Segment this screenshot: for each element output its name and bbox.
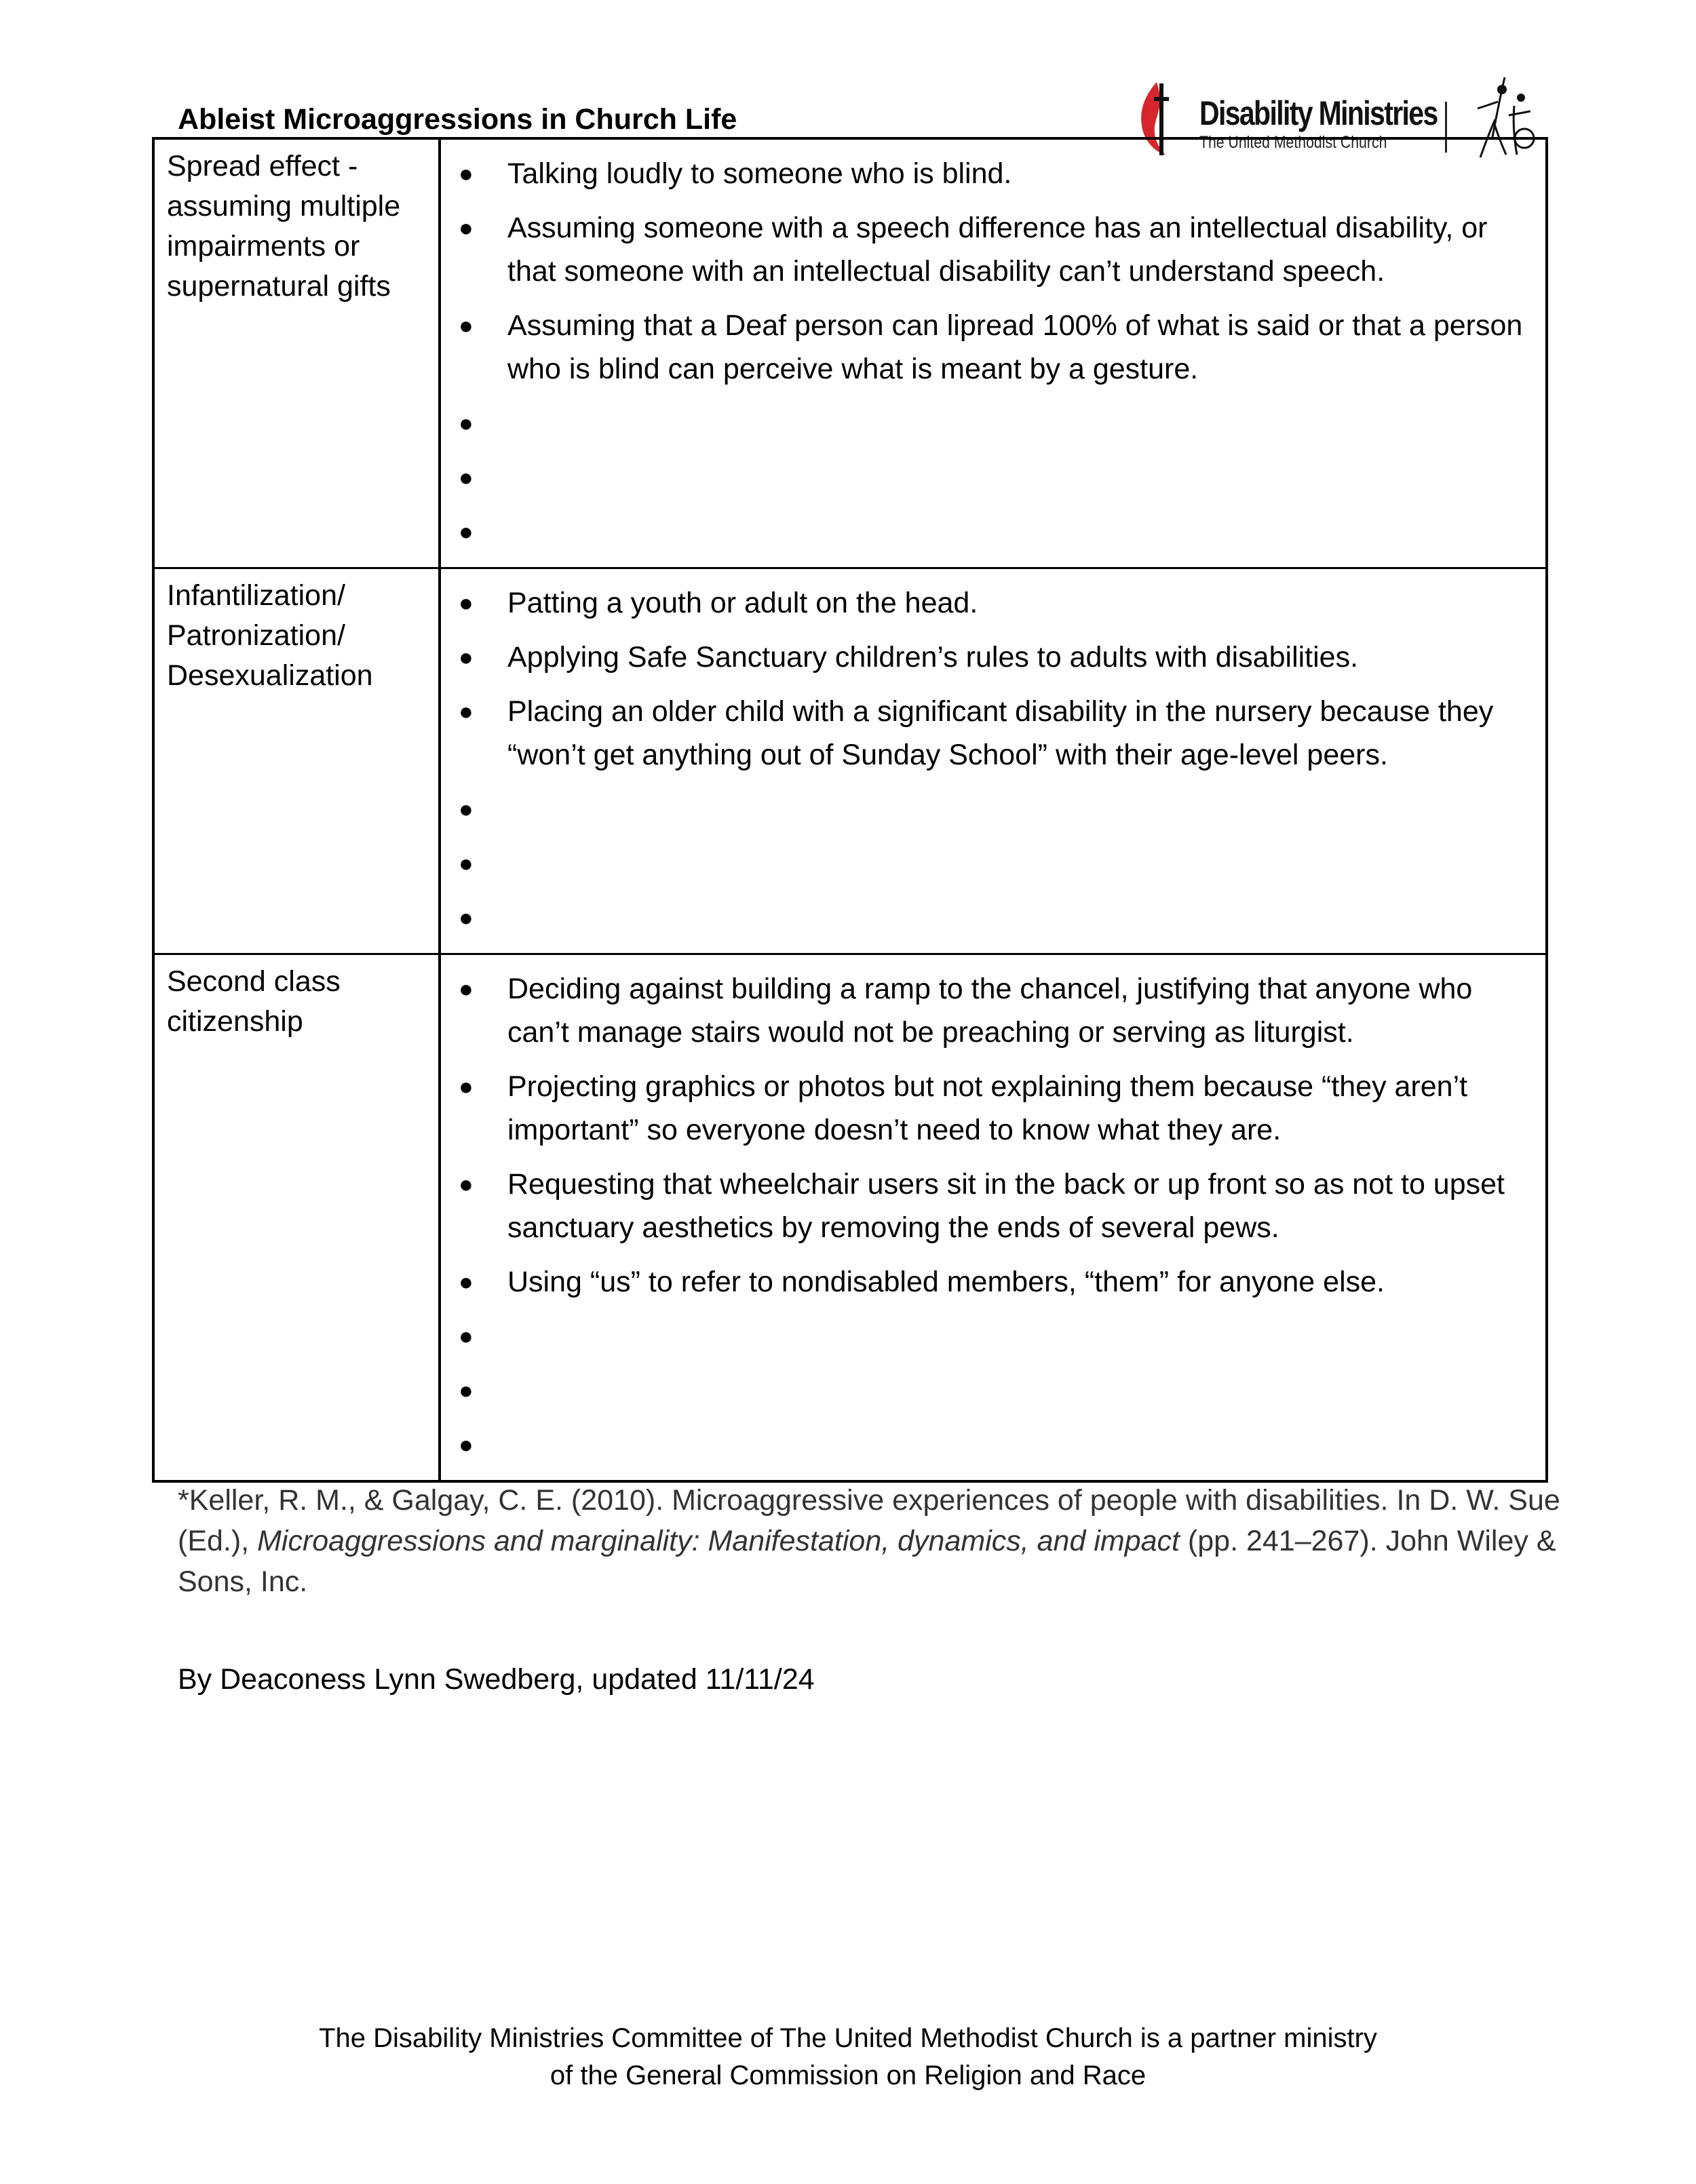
citation-suffix: (pp. 241–267). John Wiley & Sons, Inc. bbox=[178, 1525, 1556, 1598]
table-row bbox=[155, 567, 1545, 953]
footer-line-2: of the General Commission on Religion and Race bbox=[550, 2061, 1146, 2090]
bullet-icon: ● bbox=[459, 975, 474, 1002]
category-cell: Spread effect -assuming multiple impairments or supernatural gifts bbox=[155, 140, 441, 567]
empty-example-item bbox=[455, 787, 1532, 831]
bullet-icon: ● bbox=[459, 159, 474, 187]
bullet-icon: ● bbox=[459, 849, 474, 877]
example-text: Patting a youth or adult on the head. bbox=[507, 587, 978, 619]
examples-cell bbox=[441, 955, 1545, 1480]
empty-example-item bbox=[455, 456, 1532, 499]
examples-cell bbox=[441, 569, 1545, 953]
example-text bbox=[507, 1369, 1532, 1412]
logo-subtitle: The United Methodist Church bbox=[1199, 133, 1387, 152]
bullet-icon: ● bbox=[459, 1376, 474, 1404]
bullet-icon: ● bbox=[459, 1170, 474, 1198]
example-text: Applying Safe Sanctuary children’s rules to adults with disabilities. bbox=[507, 641, 1359, 674]
empty-example-item bbox=[455, 1369, 1532, 1412]
bullet-icon: ● bbox=[459, 1430, 474, 1458]
example-item bbox=[455, 152, 1532, 195]
bullet-icon: ● bbox=[459, 1268, 474, 1295]
bullet-icon: ● bbox=[459, 311, 474, 339]
logo-name: Disability Ministries bbox=[1199, 94, 1438, 132]
bullet-icon: ● bbox=[459, 1072, 474, 1100]
example-text bbox=[507, 510, 1532, 553]
example-text: Assuming someone with a speech difference has an intellectual disability, or that someone with an intellectual disability can’t understand speech. bbox=[507, 212, 1488, 288]
example-item bbox=[455, 1163, 1532, 1249]
example-text bbox=[507, 842, 1532, 885]
example-text: Deciding against building a ramp to the chancel, justifying that anyone who can’t manage stairs would not be preaching or serving as liturgist. bbox=[507, 973, 1473, 1049]
example-text: Using “us” to refer to nondisabled members, “them” for anyone else. bbox=[507, 1266, 1385, 1298]
example-item bbox=[455, 581, 1532, 625]
example-text bbox=[507, 1423, 1532, 1466]
citation bbox=[178, 1480, 1562, 1602]
empty-example-item bbox=[455, 1423, 1532, 1466]
example-text bbox=[507, 1314, 1532, 1358]
category-cell: Infantilization/ Patronization/ Desexualization bbox=[155, 569, 441, 953]
example-item bbox=[455, 636, 1532, 679]
bullet-icon: ● bbox=[459, 795, 474, 823]
empty-example-item bbox=[455, 1314, 1532, 1358]
empty-example-item bbox=[455, 842, 1532, 885]
bullet-icon: ● bbox=[459, 1322, 474, 1350]
examples-cell bbox=[441, 140, 1545, 567]
bullet-icon: ● bbox=[459, 589, 474, 617]
example-text: Talking loudly to someone who is blind. bbox=[507, 157, 1012, 190]
example-item bbox=[455, 206, 1532, 293]
bullet-icon: ● bbox=[459, 214, 474, 241]
example-text bbox=[507, 896, 1532, 939]
table-row bbox=[155, 140, 1545, 567]
page-title: Ableist Microaggressions in Church Life bbox=[178, 103, 737, 136]
empty-example-item bbox=[455, 896, 1532, 939]
citation-book-title: Microaggressions and marginality: Manifestation, dynamics, and impact bbox=[257, 1525, 1180, 1557]
example-item bbox=[455, 1065, 1532, 1152]
example-text: Projecting graphics or photos but not explaining them because “they aren’t important” so everyone doesn’t need to know what they are. bbox=[507, 1070, 1468, 1146]
empty-example-item bbox=[455, 510, 1532, 553]
bullet-icon: ● bbox=[459, 409, 474, 437]
bullet-icon: ● bbox=[459, 463, 474, 491]
empty-example-item bbox=[455, 402, 1532, 445]
example-item bbox=[455, 967, 1532, 1054]
bullet-icon: ● bbox=[459, 697, 474, 725]
byline: By Deaconess Lynn Swedberg, updated 11/11/24 bbox=[178, 1663, 815, 1696]
bullet-icon: ● bbox=[459, 903, 474, 931]
example-text bbox=[507, 402, 1532, 445]
example-text bbox=[507, 787, 1532, 831]
citation-prefix: *Keller, R. M., & Galgay, C. E. (2010). Microaggressive experiences of people with disabilities. In D. W. Sue (Ed.), bbox=[178, 1484, 1560, 1557]
category-cell: Second class citizenship bbox=[155, 955, 441, 1480]
example-text bbox=[507, 456, 1532, 499]
example-text: Assuming that a Deaf person can lipread 100% of what is said or that a person who is blind can perceive what is meant by a gesture. bbox=[507, 309, 1523, 385]
example-text: Requesting that wheelchair users sit in the back or up front so as not to upset sanctuary aesthetics by removing the ends of several pews. bbox=[507, 1168, 1505, 1244]
table-row bbox=[155, 953, 1545, 1480]
bullet-icon: ● bbox=[459, 643, 474, 671]
microaggressions-table bbox=[152, 137, 1548, 1483]
footer-line-1: The Disability Ministries Committee of The United Methodist Church is a partner ministry bbox=[319, 2023, 1377, 2053]
example-item bbox=[455, 304, 1532, 391]
bullet-icon: ● bbox=[459, 518, 474, 545]
example-item bbox=[455, 1260, 1532, 1304]
example-item bbox=[455, 690, 1532, 777]
example-text: Placing an older child with a significant disability in the nursery because they “won’t get anything out of Sunday School” with their age-level peers. bbox=[507, 695, 1494, 771]
footer bbox=[0, 2020, 1696, 2094]
